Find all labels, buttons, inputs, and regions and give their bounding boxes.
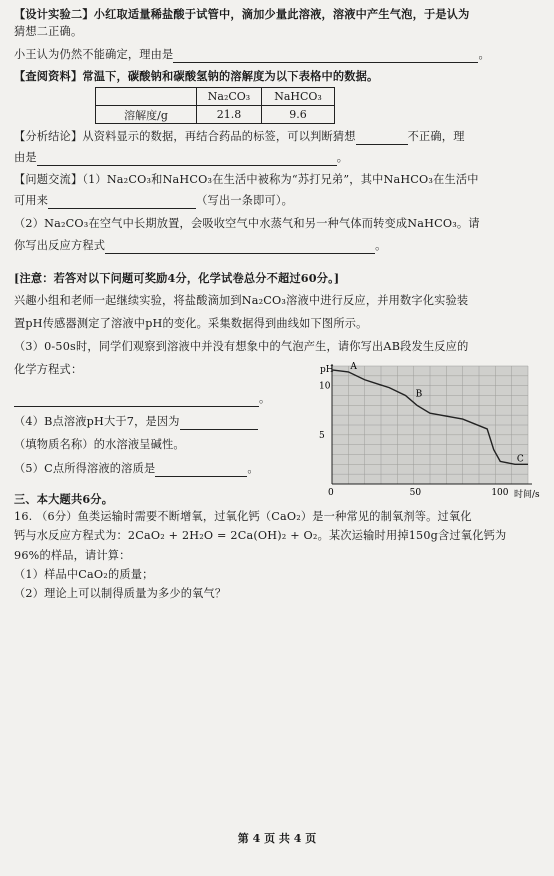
- text: 小王认为仍然不能确定，理由是: [14, 48, 174, 61]
- answer-blank[interactable]: [173, 51, 478, 63]
- y-tick-label: 10: [319, 381, 331, 392]
- text: （2）理论上可以制得质量为多少的氧气？: [14, 587, 227, 600]
- table-cell: 21.8: [197, 106, 262, 124]
- text-line: [14, 509, 540, 525]
- bonus-note: [注意：若答对以下问题可奖励4分，化学试卷总分不超过60分。]: [14, 271, 340, 285]
- text-line: [14, 129, 540, 145]
- text: 。: [259, 392, 271, 405]
- text-line: [14, 567, 540, 583]
- text-line: [14, 150, 540, 166]
- table-cell: 9.6: [262, 106, 335, 124]
- text: （写出一条即可）。: [196, 194, 294, 207]
- point-label-c: C: [516, 454, 524, 465]
- text: 。: [247, 462, 259, 475]
- reference-material: 【查阅资料】常温下，碳酸钠和碳酸氢钠的溶解度为以下表格中的数据。: [14, 69, 379, 83]
- text-line: [14, 461, 259, 477]
- table-row: [96, 88, 335, 106]
- table-cell: 溶解度/g: [96, 106, 197, 124]
- text-line: [14, 437, 185, 453]
- text-line: [14, 586, 540, 602]
- text-line: [14, 68, 540, 85]
- text: （填物质名称）的水溶液呈碱性。: [14, 438, 185, 451]
- x-tick-label: 100: [491, 488, 509, 498]
- text: 16. （6分）鱼类运输时需要不断增氧，过氧化钙（CaO₂）是一种常见的制氧剂等。过氧化: [14, 510, 472, 523]
- point-label-a: A: [350, 362, 357, 372]
- y-axis-label: pH: [320, 365, 334, 375]
- answer-blank[interactable]: [14, 395, 259, 407]
- text-line: [14, 491, 540, 508]
- text: （3）0-50s时，同学们观察到溶液中并没有想象中的气泡产生，请你写出AB段发生反应的: [14, 340, 469, 353]
- text-line: [14, 24, 540, 40]
- text: （2）Na₂CO₃在空气中长期放置，会吸收空气中水蒸气和另一种气体而转变成NaHCO₃。请: [14, 217, 480, 230]
- text-line: [14, 548, 540, 564]
- answer-blank[interactable]: [37, 154, 337, 166]
- answer-blank[interactable]: [105, 242, 375, 254]
- text: 【问题交流】（1）Na₂CO₃和NaHCO₃在生活中被称为“苏打兄弟”，其中NaHCO₃在生活中: [14, 173, 479, 186]
- text: 由是: [14, 151, 37, 164]
- text: 【分析结论】从资料显示的数据，再结合药品的标签，可以判断猜想: [14, 130, 356, 143]
- text-line: [14, 238, 540, 254]
- table-cell: [96, 88, 197, 106]
- text: 置pH传感器测定了溶液中pH的变化。采集数据得到曲线如下图所示。: [14, 317, 368, 330]
- text-line: [14, 339, 540, 355]
- x-axis-label: 时间/s: [514, 490, 540, 500]
- x-tick-label: 50: [409, 488, 422, 498]
- text: （4）B点溶液pH大于7，是因为: [14, 415, 180, 428]
- solubility-table: [95, 87, 335, 124]
- text-line: [14, 172, 540, 188]
- design-experiment-2: 【设计实验二】小红取适量稀盐酸于试管中，滴加少量此溶液，溶液中产生气泡，于是认为: [14, 7, 470, 21]
- text-line: [14, 270, 540, 287]
- text: 可用来: [14, 194, 49, 207]
- text: 。: [478, 48, 490, 61]
- page-footer: 第 4 页 共 4 页: [237, 832, 317, 845]
- section-heading: 三、本大题共6分。: [14, 492, 114, 506]
- point-label-b: B: [415, 389, 423, 400]
- text: 不正确，理: [407, 130, 465, 143]
- x-tick-label: 0: [328, 488, 334, 498]
- text: （1）样品中CaO₂的质量；: [14, 568, 154, 581]
- text-line: [14, 6, 540, 23]
- text-line: [14, 316, 540, 332]
- table-row: [96, 106, 335, 124]
- text: 。: [336, 151, 349, 164]
- answer-blank[interactable]: [180, 418, 258, 430]
- text: 。: [375, 239, 387, 252]
- y-tick-label: 5: [319, 430, 325, 441]
- text-line: [14, 391, 270, 407]
- text: 猜想二正确。: [14, 25, 83, 38]
- text-line: [14, 528, 540, 544]
- text-line: [14, 216, 540, 232]
- answer-blank[interactable]: [356, 133, 408, 145]
- text-line: [14, 193, 540, 209]
- text: 化学方程式：: [14, 363, 83, 376]
- text: 你写出反应方程式: [14, 239, 106, 252]
- text: （5）C点所得溶液的溶质是: [14, 462, 156, 475]
- answer-blank[interactable]: [48, 197, 196, 209]
- ph-curve-chart: [318, 362, 548, 502]
- answer-blank[interactable]: [155, 465, 247, 477]
- text: 96%的样品，请计算：: [14, 549, 131, 562]
- text-line: [14, 414, 258, 430]
- table-cell: Na₂CO₃: [197, 88, 262, 106]
- text: 兴趣小组和老师一起继续实验，将盐酸滴加到Na₂CO₃溶液中进行反应，并用数字化实验装: [14, 294, 469, 307]
- text: 钙与水反应方程式为：2CaO₂ + 2H₂O = 2Ca(OH)₂ + O₂。某次运输时用掉150g含过氧化钙为: [14, 529, 507, 542]
- text-line: [14, 293, 540, 309]
- text-line: [14, 47, 540, 63]
- table-cell: NaHCO₃: [262, 88, 335, 106]
